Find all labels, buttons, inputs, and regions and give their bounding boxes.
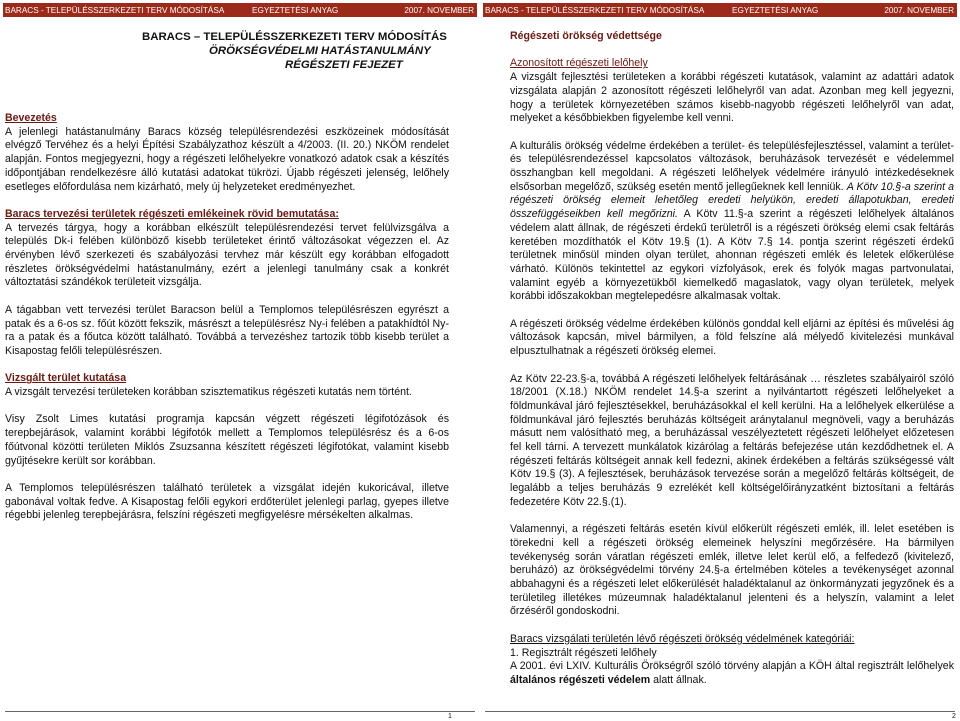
azonositott-paragraph: A vizsgált fejlesztési területeken a korábbi régészeti kutatások, valamint az adattári adatok vizsgálata alapján 2 azonosított régészeti lelőhelyről van adat. Azonban meg kell jegyezni, hogy a területek környezetében számos kisebb-nagyobb régészeti lelőhelyről van adat, melyeket a későbbiekben figyelembe kell venni. <box>510 71 954 125</box>
page-number: 2 <box>952 713 956 720</box>
title-line-1: BARACS – TELEPÜLÉSSZERKEZETI TERV MÓDOSÍTÁS <box>142 31 447 43</box>
vizsgalt-heading: Vizsgált terület kutatása <box>5 372 127 385</box>
templomos-paragraph: A tágabban vett tervezési terület Baracson belül a Templomos településrészen egyrészt a patak és a 6-os sz. főút között fekszik, másrészt a településrész Ny-i felében a patakhídtól Ny-ra a patak és a főutca között található. Továbbá a tervezéshez tartozik több kisebb terület a Kisapostag felőli településrészen. <box>5 303 449 357</box>
header-document-title: BARACS - TELEPÜLÉSSZERKEZETI TERV MÓDOSÍTÁSA <box>5 5 225 15</box>
kotv22-paragraph: Az Kötv 22-23.§-a, továbbá A régészeti lelőhelyek feltárásának … részletes szabályairól szóló 18/2001 (X.18.) NKÖM rendelet 14.§-a szerint a nyilvántartott régészeti lelőhelyeket a földmunkával járó fejlesztésekkel, beruházásokkal el kell kerülni. Ha a lelőhelyek elkerülése a földmunkával járó fejlesztés beruházás költségeit aránytalanul megnöveli, vagy a beruházás másutt nem valósítható meg, a beruházással veszélyeztetett régészeti lelőhelyet előzetesen fel kell tárni. A tervezett munkálatok kizárólag a feltárás befejezése után kezdődhetnek el. A régészeti feltárás költségeit annak kell fedezni, akinek érdekében a feltárás szükségessé vált Kötv 19.§ (3). A fejlesztések, beruházások tervezése során a megelőző feltárás költségeit, de legalább a teljes beruházás 9 ezrelékét kell költségelőirányzatként biztosítani a feltárás fedezetére Kötv 22.§.(1). <box>510 372 954 508</box>
bemutatas-paragraph: A tervezés tárgya, hogy a korábban elkészült településrendezési tervet felülvizsgálva a település Dk-i felében különböző kisebb területeket érintő változásokat végezzen el. Az érvényben lévő szerkezeti és szabályozási tervhez már készült egy korábban elfogadott részletes örökségvédelmi hatástanulmány, ezért a jelenlegi tanulmány csak a konkrét változtatási szándékok területeit vizsgálja. <box>5 221 449 289</box>
title-line-2: ÖRÖKSÉGVÉDELMI HATÁSTANULMÁNY <box>209 45 431 57</box>
kategoriai-heading: Baracs vizsgálati területén lévő régészeti örökség védelmének kategóriái: <box>510 632 855 645</box>
page-header <box>3 3 477 17</box>
page-header <box>483 3 957 17</box>
category-text-c: alatt állnak. <box>653 673 707 686</box>
footer-rule <box>5 711 475 712</box>
azonositott-heading: Azonosított régészeti lelőhely <box>510 57 648 70</box>
footer-rule <box>485 711 955 712</box>
category-list-text <box>510 660 954 687</box>
left-column <box>5 30 449 523</box>
header-date: 2007. NOVEMBER <box>404 5 474 15</box>
visy-paragraph: Visy Zsolt Limes kutatási programja kapcsán végzett régészeti légifotózások és terepbejárások, valamint korábbi légifotók mellett a Templomos településrész és a 6-os főútvonal közötti területen Miklós Zsuzsanna készített régészeti légifotókat, valamint kisebb gyűjtésekre került sor korábban. <box>5 413 449 467</box>
templomos-2-paragraph: A Templomos településrészen található területek a vizsgálat idején kukoricával, illetve gabonával voltak fedve. A Kisapostag felőli egykori erdőterület jelenlegi parlag, gyepes illetve régebbi jelenleg terepbejárásra, felszíni régészeti megfigyelésre mérsékelten alkalmas. <box>5 481 449 522</box>
page-number: 1 <box>448 713 452 720</box>
document-title-block <box>5 30 449 72</box>
right-column <box>510 30 954 688</box>
page-right <box>480 0 960 721</box>
header-date: 2007. NOVEMBER <box>884 5 954 15</box>
kulturalis-text-c: A Kötv 11.§-a szerint a régészeti lelőhelyek általános védelem alatt állnak, de régészeti érdekű területről is a régészeti örökség elemi csak feltárás keretében mozdíthatók el Kötv 19.§ (1). A Kötv 7.§ 14. pontja szerint régészeti érdekű területnek minősül minden olyan terület, ahonnan régészeti emlék és leletek előkerülése várható. Különös tekintettel az egykori vízfolyások, erek és folyók magas partvonulatai, valamint egyéb a környezetükből kiemelkedő magaslatok, vagy olyan területek, melyek korábbi időszakokban megtelepedésre alkalmasak voltak. <box>510 208 955 303</box>
header-status: EGYEZTETÉSI ANYAG <box>252 5 339 15</box>
category-text-a: A 2001. évi LXIV. Kulturális Örökségről szóló törvény alapján a KÖH által regisztrált lelőhelyek <box>510 660 954 673</box>
header-document-title: BARACS - TELEPÜLÉSSZERKEZETI TERV MÓDOSÍTÁSA <box>485 5 705 15</box>
kulturalis-paragraph <box>510 140 954 304</box>
title-line-3: RÉGÉSZETI FEJEZET <box>285 59 403 71</box>
kulturalis-text-b: A Kötv 10.§-a szerint a régészeti örökség elemeit lehetőleg eredeti helyükön, eredeti állapotukban, eredeti összefüggéseikben kell megőrizni. <box>510 180 954 221</box>
vedettsege-heading: Régészeti örökség védettsége <box>510 30 662 42</box>
category-text-bold: általános régészeti védelem <box>510 673 651 686</box>
osszesen-paragraph: A régészeti örökség védelme érdekében különös gonddal kell eljárni az építési és művelési ág változások kapcsán, mivel bármilyen, a föld felszíne alá mélyedő kivitelezési munkával elpusztulhatnak a régészeti örökség elemei. <box>510 317 954 358</box>
bemutatas-heading: Baracs tervezési területek régészeti emlékeinek rövid bemutatása: <box>5 207 339 220</box>
valamennyi-paragraph: Valamennyi, a régészeti feltárás esetén kívül előkerült régészeti emlék, ill. lelet esetében is törekedni kell a régészeti örökség elemeinek helyszíni megőrzésére. Ha bármilyen tevékenység során váratlan régészeti emlék, illetve lelet kerül elő, a felfedező (kivitelező, beruházó) az örökségvédelmi törvény 24.§-a értelmében köteles a tevékenységet azonnal abbahagyni és a régészeti lelet előkerülését haladéktalanul az önkormányzati jegyzőnek és a területileg illetékes múzeumnak haladéktalanul jelenteni és a helyszín, valamint a lelet őrzéséről gondoskodni. <box>510 523 954 618</box>
bevezetes-paragraph: A jelenlegi hatástanulmány Baracs község településrendezési eszközeinek módosítását elvégző Tervéhez és a helyi Építési Szabályzathoz készült a 4/2003. (II. 20.) NKÖM rendelet alapján. Fontos megjegyezni, hogy a régészeti lelőhelyekre vonatkozó adatok csak a készítés időpontjában rendelkezésre álló kutatási adatokat tükrözi. Újabb régészeti jelenség, lelőhely esetleges előfordulása nem kizárható, mely új helyzeteket eredményezhet. <box>5 125 449 193</box>
bevezetes-heading: Bevezetés <box>5 112 57 124</box>
kulturalis-text-a: A kulturális örökség védelme érdekében a terület- és településfejlesztéssel, valamint a terület- és településrendezéssel kapcsolatos változások, beruházások tervezését e védelemmel összhangban kell megoldani. A régészeti lelőhelyek védelmére irányuló intézkedéseknek elsősorban megelőző, szükség esetén mentő jellegűeknek kell lenniük. <box>510 139 954 193</box>
vizsgalt-paragraph: A vizsgált tervezési területeken korábban szisztematikus régészeti kutatás nem történt. <box>5 386 412 399</box>
header-status: EGYEZTETÉSI ANYAG <box>732 5 819 15</box>
category-list-item: 1. Regisztrált régészeti lelőhely <box>510 646 657 659</box>
